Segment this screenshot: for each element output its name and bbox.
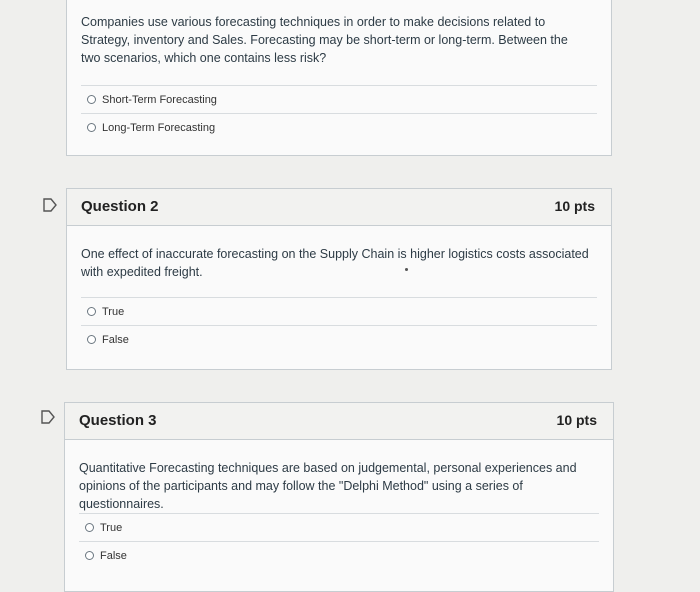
answer-label: Long-Term Forecasting	[102, 121, 216, 134]
question-3-card	[64, 402, 614, 592]
question-1-answers	[81, 85, 597, 141]
answer-label: Short-Term Forecasting	[102, 93, 217, 106]
question-1-text: Companies use various forecasting techniques in order to make decisions related to Strategy, inventory and Sales. Forecasting may be short-term or long-term. Between the two scenarios, which one contains less risk?	[81, 15, 568, 65]
question-1-card	[66, 0, 612, 156]
flag-question-icon[interactable]	[40, 409, 56, 425]
question-3-title: Question 3	[79, 412, 157, 429]
answer-true[interactable]	[79, 513, 599, 541]
flag-question-icon[interactable]	[42, 197, 58, 213]
answer-label: False	[100, 549, 127, 562]
answer-long-term[interactable]	[81, 113, 597, 141]
answer-false[interactable]	[79, 541, 599, 569]
question-3-points: 10 pts	[556, 412, 597, 428]
answer-label: True	[102, 305, 125, 318]
answer-short-term[interactable]	[81, 85, 597, 113]
radio-button-icon[interactable]	[87, 123, 96, 132]
question-3-header	[65, 403, 613, 440]
question-2-title: Question 2	[81, 198, 159, 215]
answer-true[interactable]	[81, 297, 597, 325]
answer-label: True	[100, 521, 123, 534]
cursor-dot	[405, 268, 408, 271]
question-3-text: Quantitative Forecasting techniques are based on judgemental, personal experiences and opinions of the participants and may follow the "Delphi Method" using a series of questionnaires.	[79, 461, 577, 511]
radio-button-icon[interactable]	[87, 335, 96, 344]
question-2-header	[67, 189, 611, 226]
answer-false[interactable]	[81, 325, 597, 353]
question-3-answers	[79, 513, 599, 569]
question-2-points: 10 pts	[554, 198, 595, 214]
question-2-card	[66, 188, 612, 370]
radio-button-icon[interactable]	[87, 307, 96, 316]
radio-button-icon[interactable]	[85, 523, 94, 532]
question-2-answers	[81, 297, 597, 353]
radio-button-icon[interactable]	[87, 95, 96, 104]
question-2-text: One effect of inaccurate forecasting on the Supply Chain is higher logistics costs associated with expedited freight.	[81, 247, 589, 279]
answer-label: False	[102, 333, 129, 346]
radio-button-icon[interactable]	[85, 551, 94, 560]
